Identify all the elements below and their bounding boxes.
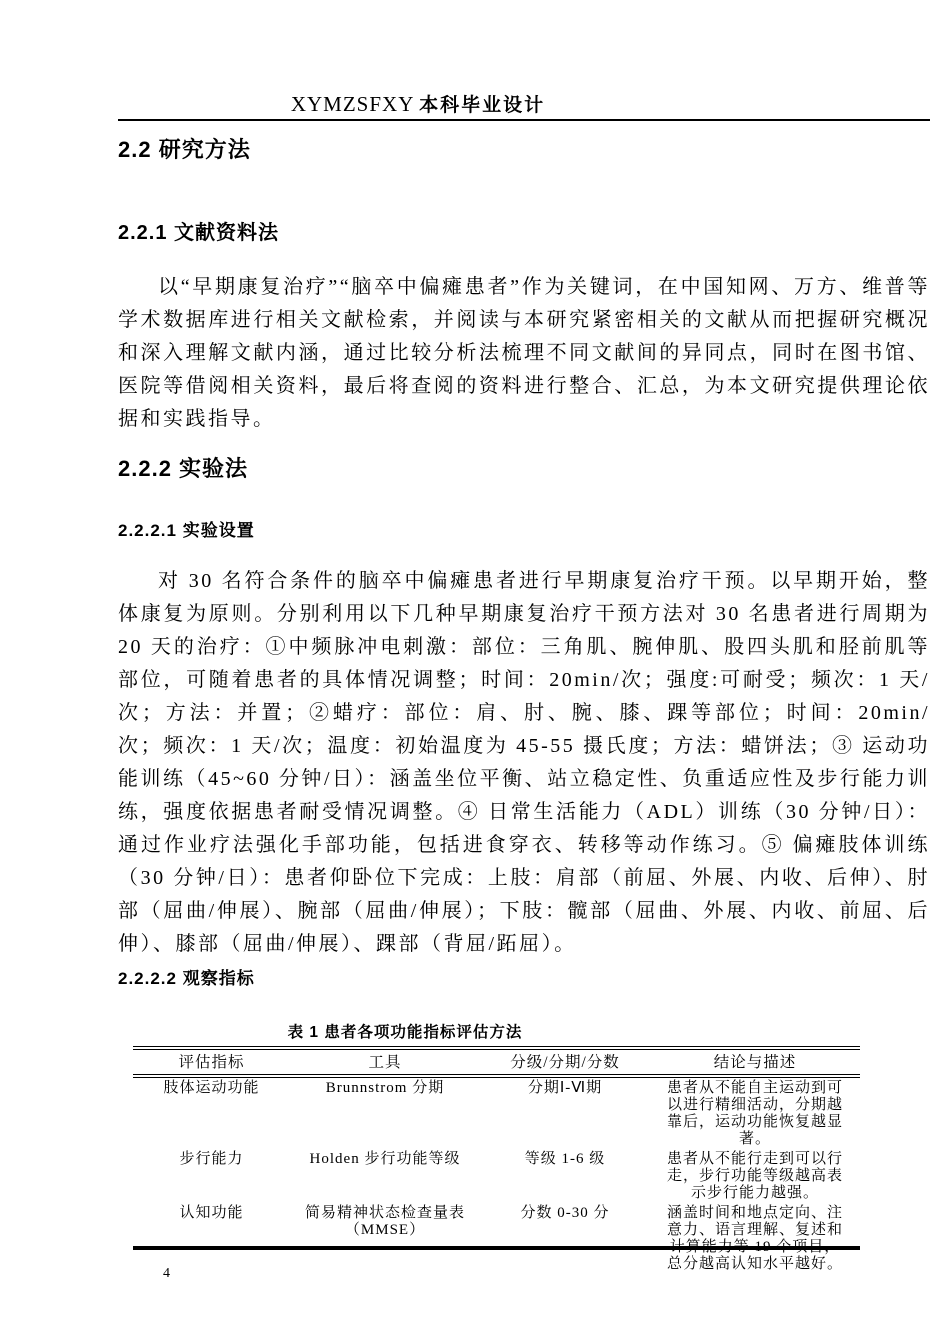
heading-2-2-research-methods: 2.2 研究方法 (118, 137, 251, 162)
cell-indicator: 认知功能 (179, 1204, 244, 1221)
header-school-code: XYMZSFXY (290, 92, 415, 116)
cell-tool: 简易精神状态检查量表（MMSE） (304, 1204, 465, 1238)
page-number: 4 (163, 1265, 170, 1281)
heading-2-2-1-literature-method: 2.2.1 文献资料法 (118, 222, 280, 245)
heading-2-2-2-experiment-method: 2.2.2 实验法 (118, 456, 249, 482)
col-header-tool: 工具 (290, 1048, 480, 1076)
header-doc-type: 本科毕业设计 (419, 95, 546, 116)
running-header-text (118, 94, 718, 116)
table-row (133, 1149, 860, 1203)
col-header-conclusion: 结论与描述 (650, 1048, 860, 1076)
cell-tool: Brunnstrom 分期 (325, 1079, 445, 1096)
paragraph-literature-method: 以“早期康复治疗”“脑卒中偏瘫患者”作为关键词，在中国知网、万方、维普等学术数据库进行相关文献检索，并阅读与本研究紧密相关的文献从而把握研究概况和深入理解文献内涵，通过比较分析法梳理不同文献间的异同点，同时在图书馆、医院等借阅相关资料，最后将查阅的资料进行整合、汇总，为本文研究提供理论依据和实践指导。 (118, 276, 930, 431)
evaluation-methods-table (133, 1046, 860, 1272)
table-header-row (133, 1048, 860, 1076)
table-1-wrapper (133, 1046, 860, 1272)
heading-2-2-2-2-observation-indicators: 2.2.2.2 观察指标 (118, 969, 255, 989)
col-header-indicator: 评估指标 (133, 1048, 290, 1076)
table-row (133, 1076, 860, 1149)
cell-description: 涵盖时间和地点定向、注意力、语言理解、复述和计算能力等 19 个项目，总分越高认知水平越好。 (667, 1204, 844, 1272)
table-1-caption: 表 1 患者各项功能指标评估方法 (287, 1023, 523, 1041)
cell-scale: 分数 0-30 分 (520, 1204, 610, 1221)
col-header-scale: 分级/分期/分数 (480, 1048, 650, 1076)
cell-description: 患者从不能行走到可以行走，步行功能等级越高表示步行能力越强。 (667, 1150, 844, 1201)
cell-scale: 等级 1-6 级 (524, 1150, 606, 1167)
cell-description: 患者从不能自主运动到可以进行精细活动，分期越靠后，运动功能恢复越显著。 (667, 1079, 844, 1147)
table-row (133, 1203, 860, 1248)
running-header (118, 94, 930, 121)
heading-2-2-2-1-experiment-setup: 2.2.2.1 实验设置 (118, 520, 255, 540)
cell-indicator: 肢体运动功能 (163, 1079, 260, 1096)
page-content (0, 94, 950, 1282)
paragraph-experiment-setup: 对 30 名符合条件的脑卒中偏瘫患者进行早期康复治疗干预。以早期开始，整体康复为原则。分别利用以下几种早期康复治疗干预方法对 30 名患者进行周期为 20 天的治疗：①中频脉冲电刺激：部位：三角肌、腕伸肌、股四头肌和胫前肌等部位，可随着患者的具体情况调整；时间：20min/次；强度:可耐受；频次：1 天/次；方法：并置；②蜡疗：部位：肩、肘、腕、膝、踝等部位；时间：20min/次；频次：1 天/次；温度：初始温度为 45-55 摄氏度；方法：蜡饼法；③ 运动功能训练（45~60 分钟/日）：涵盖坐位平衡、站立稳定性、负重适应性及步行能力训练，强度依据患者耐受情况调整。④ 日常生活能力（ADL）训练（30 分钟/日）：通过作业疗法强化手部功能，包括进食穿衣、转移等动作练习。⑤ 偏瘫肢体训练（30 分钟/日）：患者仰卧位下完成：上肢：肩部（前屈、外展、内收、后伸）、肘部（屈曲/伸展）、腕部（屈曲/伸展）；下肢：髋部（屈曲、外展、内收、前屈、后伸）、膝部（屈曲/伸展）、踝部（背屈/跖屈）。 (118, 570, 930, 956)
cell-scale: 分期Ⅰ-Ⅵ期 (527, 1079, 603, 1096)
cell-tool: Holden 步行功能等级 (309, 1150, 461, 1167)
cell-indicator: 步行能力 (179, 1150, 244, 1167)
